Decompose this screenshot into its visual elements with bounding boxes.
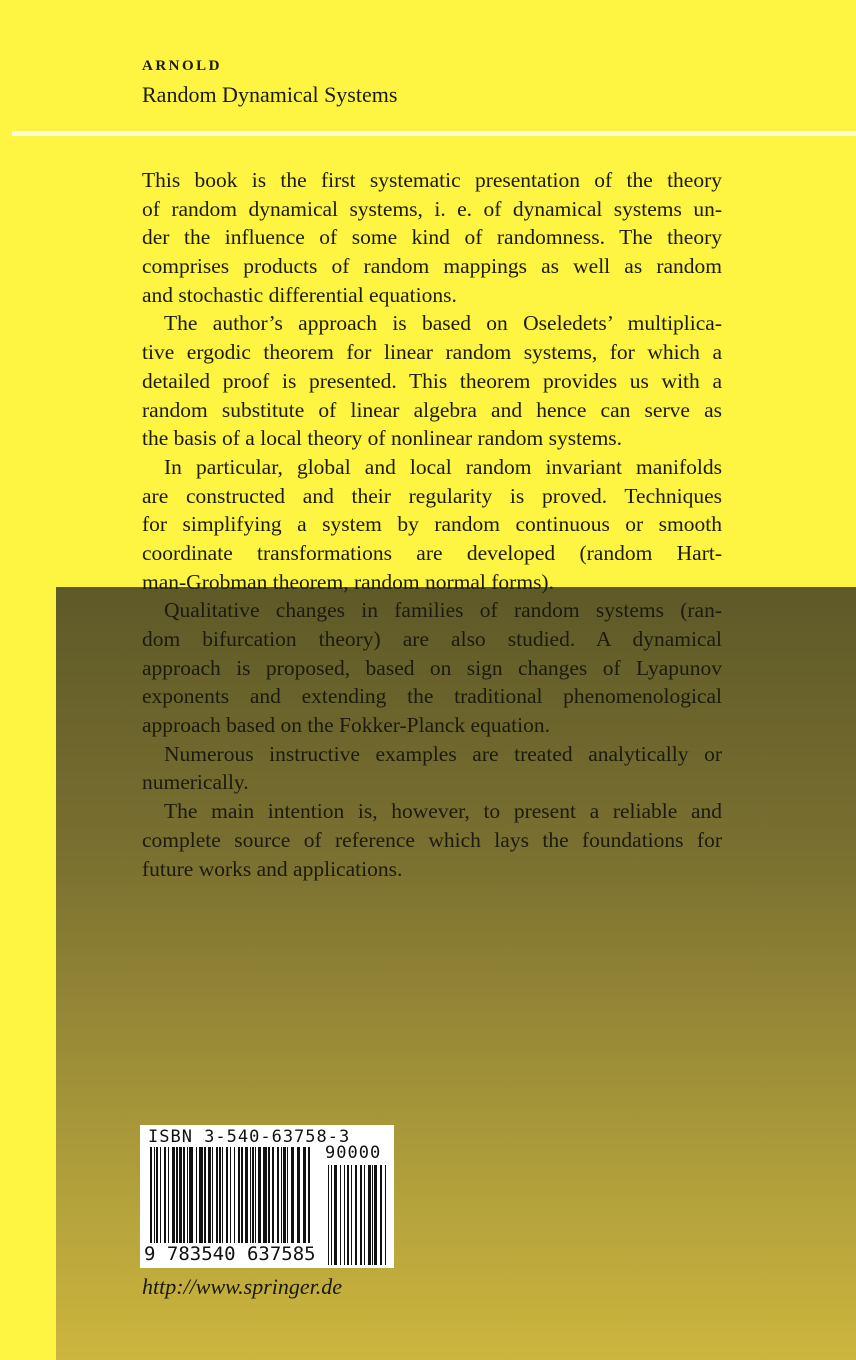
barcode-addon-bar [374,1165,377,1265]
blurb-line: detailed proof is presented. This theorem provides us with a [142,368,722,393]
publisher-url[interactable]: http://www.springer.de [142,1274,343,1299]
blurb-line: future works and applications. [142,856,403,881]
blurb-line: are constructed and their regularity is proved. Techniques [142,483,722,508]
price-addon-label: 90000 [325,1143,382,1163]
divider-rule [12,131,856,136]
blurb-line: approach based on the Fokker-Planck equation. [142,713,550,738]
blurb-line: of random dynamical systems, i. e. of dynamical systems un- [142,196,722,221]
barcode-addon-bar [360,1165,362,1265]
barcode-addon-bar [368,1165,371,1265]
ean-number: 9 783540 637585 [144,1243,316,1265]
blurb-line: coordinate transformations are developed (random Hart- [142,540,722,565]
barcode-addon-bar [344,1165,345,1265]
isbn-barcode [140,1125,394,1268]
blurb-line: tive ergodic theorem for linear random systems, for which a [142,340,722,365]
barcode-addon-bar [331,1165,332,1265]
blurb-line: The author’s approach is based on Oseledets’ multiplica- [164,311,722,336]
barcode-addon-bar [340,1165,341,1265]
barcode-addon-bar [380,1165,382,1265]
barcode-addon-bar [372,1165,373,1265]
barcode-addon-bar [385,1165,386,1265]
barcode-addon-bar [328,1165,329,1265]
blurb-line: for simplifying a system by random continuous or smooth [142,512,722,537]
blurb-line: exponents and extending the traditional phenomenological [142,684,722,709]
blurb-line: In particular, global and local random invariant manifolds [164,454,722,479]
author-name: ARNOLD [142,58,223,74]
barcode-addon-bar [351,1165,352,1265]
blurb-text [142,166,722,883]
barcode-addon-bar [364,1165,365,1265]
blurb-line: man-Grobman theorem, random normal forms). [142,569,554,594]
blurb-line: complete source of reference which lays the foundations for [142,827,722,852]
blurb-line: numerically. [142,770,249,795]
book-title: Random Dynamical Systems [142,82,398,107]
barcode-addon-bar [347,1165,349,1265]
blurb-line: This book is the first systematic presentation of the theory [142,168,722,192]
blurb-line: der the influence of some kind of randomness. The theory [142,225,722,250]
blurb-line: approach is proposed, based on sign changes of Lyapunov [142,655,722,680]
blurb-line: and stochastic differential equations. [142,282,457,307]
blurb-line: the basis of a local theory of nonlinear random systems. [142,426,623,451]
barcode-addon-bar [355,1165,357,1265]
blurb-line: dom bifurcation theory) are also studied. A dynamical [142,627,722,651]
blurb-line: Qualitative changes in families of random systems (ran- [164,598,722,623]
barcode-addon-bar [334,1165,337,1265]
blurb-line: random substitute of linear algebra and hence can serve as [142,397,722,422]
isbn-label: ISBN 3-540-63758-3 [148,1127,351,1147]
blurb-line: comprises products of random mappings as well as random [142,254,722,279]
blurb-line: The main intention is, however, to present a reliable and [164,799,722,824]
blurb-line: Numerous instructive examples are treated analytically or [164,741,722,766]
